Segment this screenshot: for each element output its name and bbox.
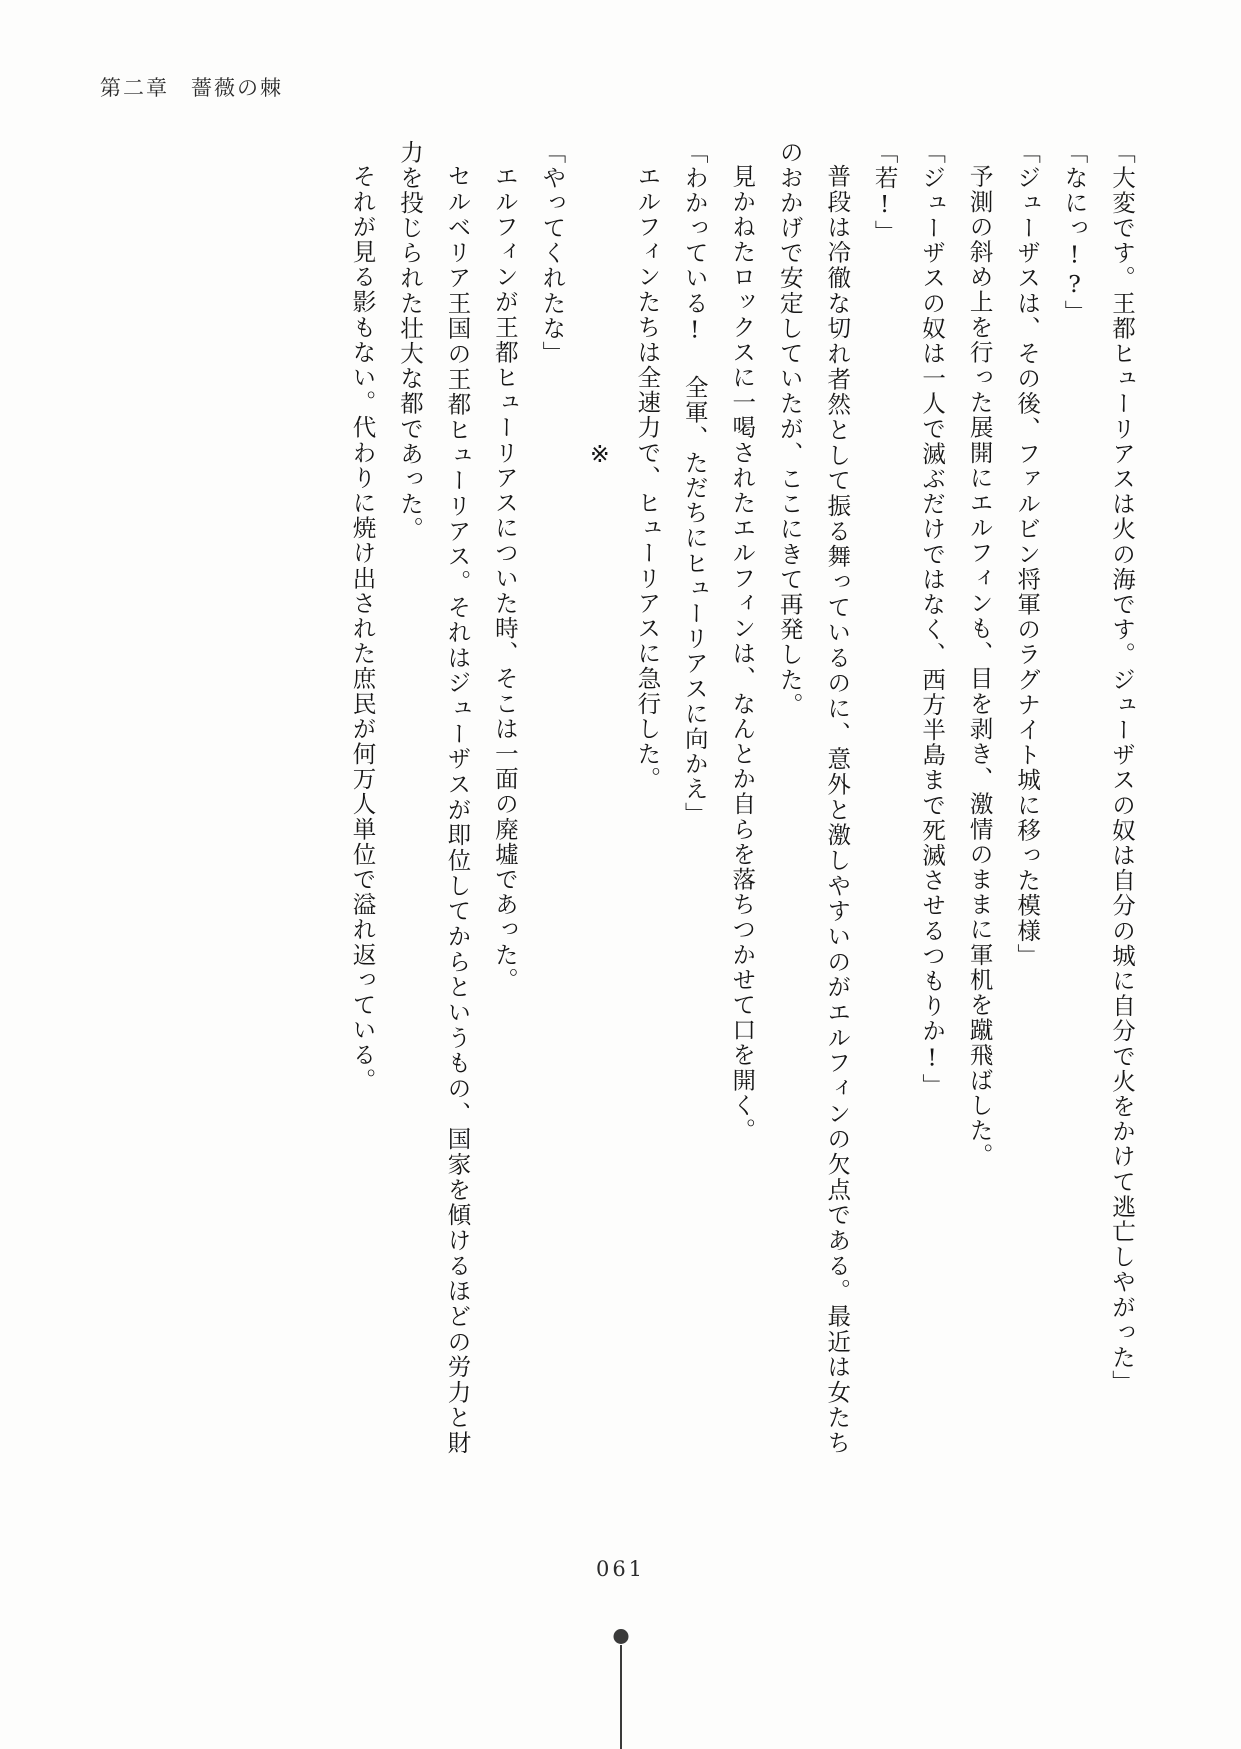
paragraph: 見かねたロックスに一喝されたエルフィンは、なんとか自らを落ちつかせて口を開く。 <box>728 163 757 1143</box>
ornament-dot <box>613 1629 628 1644</box>
paragraph: 「なにっ!?」 <box>1060 140 1089 325</box>
paragraph: 予測の斜め上を行った展開にエルフィンも、目を剥き、激情のままに軍机を蹴飛ばした。 <box>965 163 994 1168</box>
body-text-vertical <box>285 140 1145 1455</box>
section-separator <box>575 140 622 1455</box>
paragraph: 「大変です。王都ヒューリアスは火の海です。ジューザスの奴は自分の城に自分で火をかけて逃亡しやがった」 <box>1108 140 1136 1395</box>
paragraph: セルベリア王国の王都ヒューリアス。それはジューザスが即位してからというもの、国家を傾けるほどの労力と財力を投じられた壮大な都であった。 <box>395 140 472 1455</box>
separator-mark: ※ <box>585 440 614 470</box>
paragraph: 普段は冷徹な切れ者然として振る舞っているのに、意外と激しやすいのがエルフィンの欠点である。最近は女たちのおかげで安定していたが、ここにきて再発した。 <box>775 140 852 1455</box>
paragraph: 「わかっている! 全軍、ただちにヒューリアスに向かえ」 <box>680 140 709 827</box>
chapter-number: 第二章 <box>100 76 169 100</box>
paragraph: それが見る影もない。代わりに焼け出された庶民が何万人単位で溢れ返っている。 <box>348 163 377 1093</box>
ornament-stem <box>620 1645 622 1749</box>
paragraph: 「ジューザスは、その後、ファルビン将軍のラグナイト城に移った模様」 <box>1013 140 1042 969</box>
page-number: 061 <box>595 1557 646 1581</box>
running-head <box>100 72 283 102</box>
paragraph: 「若!」 <box>870 140 899 245</box>
chapter-title: 薔薇の棘 <box>191 76 283 100</box>
paragraph: 「やってくれたな」 <box>538 140 567 366</box>
bottom-ornament-icon <box>614 1629 628 1749</box>
paragraph: エルフィンたちは全速力で、ヒューリアスに急行した。 <box>633 163 662 791</box>
paragraph: 「ジューザスの奴は一人で滅ぶだけではなく、西方半島まで死滅させるつもりか!」 <box>918 140 947 1099</box>
paragraph: エルフィンが王都ヒューリアスについた時、そこは一面の廃墟であった。 <box>490 163 519 992</box>
